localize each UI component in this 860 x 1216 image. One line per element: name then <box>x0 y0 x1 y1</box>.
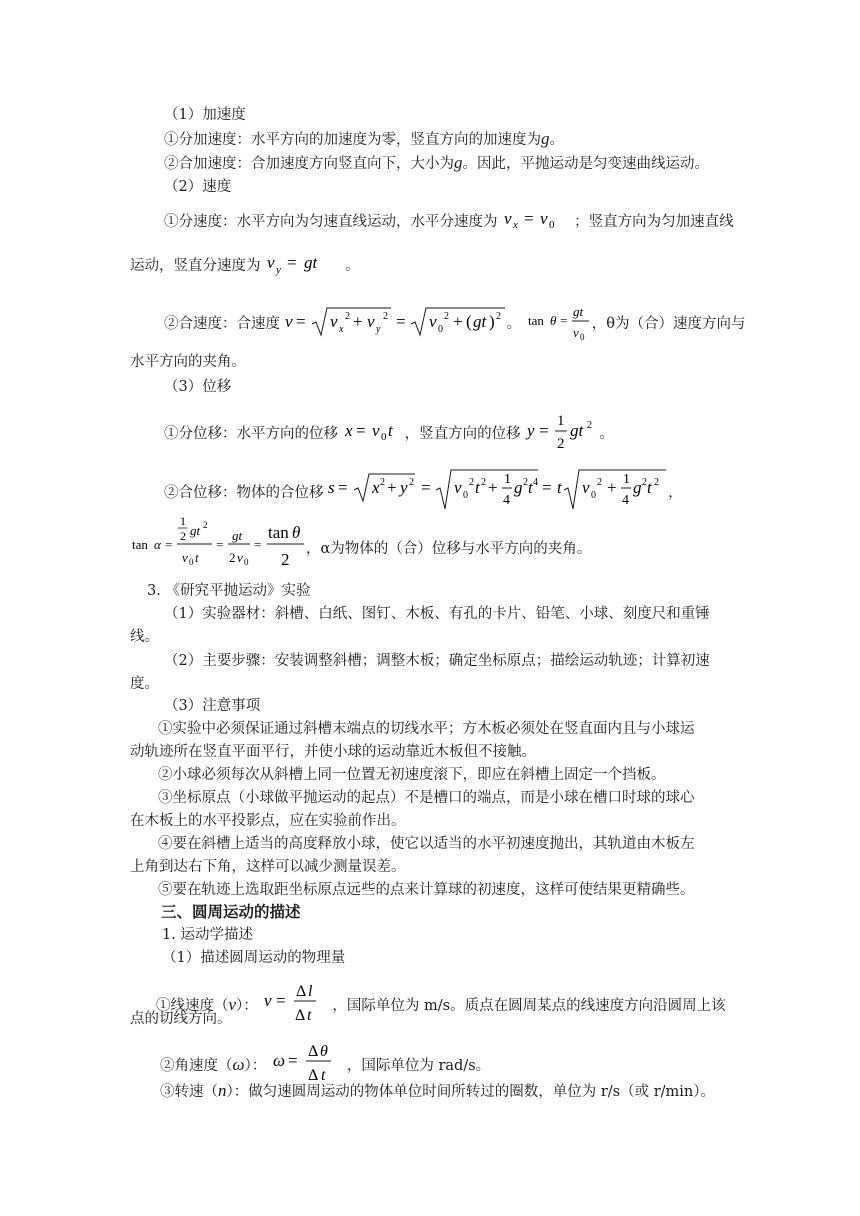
heading-quantities: （1）描述圆周运动的物理量 <box>162 950 346 966</box>
svg-text:(: ( <box>465 312 472 331</box>
para-component-acceleration: ①分加速度：水平方向的加速度为零，竖直方向的加速度为g。 <box>164 129 564 148</box>
svg-text:=: = <box>355 421 366 440</box>
svg-text:2: 2 <box>654 477 660 488</box>
svg-text:): ) <box>488 312 495 331</box>
svg-text:l: l <box>308 983 313 1000</box>
svg-text:+: + <box>452 312 463 331</box>
svg-text:tan: tan <box>527 313 544 328</box>
svg-text:0: 0 <box>244 557 249 567</box>
note-2: ②小球必须每次从斜槽上同一位置无初速度滚下，即应在斜槽上固定一个挡板。 <box>158 767 666 783</box>
svg-text:gt: gt <box>570 421 584 440</box>
svg-text:2: 2 <box>597 477 603 488</box>
svg-text:0: 0 <box>189 557 194 567</box>
note-3-cont: 在木板上的水平投影点，应在实验前作出。 <box>130 813 406 829</box>
para-steps: （2）主要步骤：安装调整斜槽；调整木板；确定坐标原点；描绘运动轨迹；计算初速 <box>164 653 710 669</box>
svg-text:v: v <box>237 550 243 565</box>
svg-text:Δ: Δ <box>307 1043 319 1060</box>
svg-text:y: y <box>400 478 408 497</box>
svg-text:2: 2 <box>495 311 501 322</box>
svg-text:v: v <box>540 209 548 228</box>
svg-text:=: = <box>421 478 431 497</box>
svg-text:=: = <box>295 312 306 331</box>
svg-text:t: t <box>195 550 199 565</box>
svg-text:t: t <box>647 478 652 497</box>
svg-text:ω: ω <box>272 1051 285 1070</box>
svg-text:1: 1 <box>557 413 565 429</box>
para-linear-velocity-cont: 点的切线方向。 <box>130 1011 232 1027</box>
note-3: ③坐标原点（小球做平抛运动的起点）不是槽口的端点，而是小球在槽口时球的球心 <box>158 790 695 806</box>
svg-text:gt: gt <box>232 528 243 543</box>
svg-text:=: = <box>254 537 262 552</box>
svg-text:0: 0 <box>380 431 387 443</box>
svg-text:0: 0 <box>591 490 597 501</box>
svg-text:y: y <box>375 324 381 335</box>
svg-text:v: v <box>267 253 275 272</box>
svg-text:2: 2 <box>587 420 593 431</box>
svg-text:θ: θ <box>292 523 301 542</box>
para-component-displacement: ①分位移：水平方向的位移 x = v 0 t ，竖直方向的位移 y = 1 2 gt 2 。 <box>164 410 614 454</box>
para-angular-velocity: ②角速度（ω）： ω = Δ θ Δ t ，国际单位为 rad/s。 <box>160 1040 490 1086</box>
formula-tan-theta <box>526 302 592 342</box>
svg-text:t: t <box>475 478 480 497</box>
svg-text:0: 0 <box>579 332 585 342</box>
svg-text:=: = <box>542 478 552 497</box>
formula-v-magnitude <box>285 305 507 339</box>
svg-text:θ: θ <box>549 313 557 328</box>
svg-text:=: = <box>287 1051 298 1070</box>
svg-text:t: t <box>528 478 533 497</box>
svg-text:=: = <box>338 478 348 497</box>
svg-text:x: x <box>513 219 518 231</box>
svg-text:=: = <box>165 537 173 552</box>
note-1-cont: 动轨迹所在竖直平面平行，并使小球的运动靠近木板但不接触。 <box>130 744 536 760</box>
para-equipment-cont: 线。 <box>130 629 159 645</box>
svg-text:1: 1 <box>504 472 512 487</box>
svg-text:t: t <box>307 1007 312 1024</box>
svg-text:+: + <box>607 478 617 497</box>
para-resultant-velocity: ②合速度：合速度 v = v x 2 + v y 2 = v 0 2 + ( gt ) 2 。 tan θ = gt v 0 ，θ为（合）速度方向与 <box>164 304 746 342</box>
svg-text:1: 1 <box>623 472 631 487</box>
svg-text:+: + <box>387 478 397 497</box>
svg-text:0: 0 <box>549 219 555 231</box>
svg-text:2: 2 <box>557 436 565 452</box>
para-equipment: （1）实验器材：斜槽、白纸、图钉、木板、有孔的卡片、铅笔、小球、刻度尺和重锤 <box>164 606 710 622</box>
note-1: ①实验中必须保证通过斜槽末端点的切线水平；方木板必须处在竖直面内且与小球运 <box>158 721 695 737</box>
svg-text:+: + <box>352 312 363 331</box>
para-linear-velocity: ①线速度（v）： v = Δ l Δ t ，国际单位为 m/s。质点在圆周某点的线速度方向沿圆周上该 <box>156 980 726 1026</box>
svg-text:v: v <box>264 991 272 1010</box>
svg-text:gt: gt <box>472 312 486 331</box>
svg-text:4: 4 <box>622 493 630 508</box>
svg-text:=: = <box>539 421 549 440</box>
svg-text:4: 4 <box>533 477 539 488</box>
svg-text:2: 2 <box>642 477 648 488</box>
svg-text:2: 2 <box>203 520 208 530</box>
svg-text:t: t <box>387 421 393 440</box>
svg-text:x: x <box>344 421 353 440</box>
section-heading-circular-motion: 三、圆周运动的描述 <box>161 903 301 921</box>
svg-text:=: = <box>524 209 534 228</box>
svg-text:gt: gt <box>190 523 201 538</box>
para-vertical-velocity: 运动，竖直分速度为 v y = gt 。 <box>130 253 360 276</box>
heading-notes: （3）注意事项 <box>164 698 261 714</box>
svg-text:=: = <box>559 313 568 328</box>
svg-text:0: 0 <box>437 324 443 335</box>
svg-text:v: v <box>582 478 590 497</box>
svg-text:2: 2 <box>523 477 529 488</box>
formula-s-magnitude <box>328 466 668 514</box>
para-tan-alpha: tan α = 1 2 gt 2 v 0 t = gt 2 v 0 = tan θ 2 ，α为物体的（合）位移与水平方向的夹角。 <box>130 513 591 575</box>
svg-text:=: = <box>216 537 224 552</box>
svg-text:+: + <box>488 478 498 497</box>
formula-vx <box>502 208 574 232</box>
heading-kinematics: 1. 运动学描述 <box>162 927 253 943</box>
para-resultant-acceleration: ②合加速度：合加速度方向竖直向下，大小为g。因此，平抛运动是匀变速曲线运动。 <box>164 153 709 172</box>
svg-text:=: = <box>276 991 286 1010</box>
svg-text:s: s <box>328 478 335 497</box>
formula-tan-alpha <box>130 513 306 575</box>
svg-text:=: = <box>287 253 297 272</box>
svg-text:2: 2 <box>481 477 487 488</box>
svg-text:v: v <box>428 312 437 331</box>
svg-text:x: x <box>338 324 344 335</box>
para-component-velocity: ①分速度：水平方向为匀速直线运动，水平分速度为 v x = v 0 ；竖直方向为匀加速直线 <box>164 209 734 231</box>
formula-angular-velocity <box>271 1040 347 1086</box>
svg-text:v: v <box>504 209 512 228</box>
svg-text:2: 2 <box>409 477 415 488</box>
heading-displacement: （3）位移 <box>164 379 232 395</box>
svg-text:Δ: Δ <box>307 1067 319 1084</box>
svg-text:=: = <box>395 312 406 331</box>
svg-text:Δ: Δ <box>295 1007 306 1024</box>
svg-text:2: 2 <box>443 311 449 322</box>
svg-text:y: y <box>527 421 535 440</box>
svg-text:2: 2 <box>469 477 475 488</box>
svg-text:y: y <box>276 264 281 276</box>
heading-acceleration: （1）加速度 <box>164 107 246 123</box>
svg-text:Δ: Δ <box>296 983 307 1000</box>
svg-text:4: 4 <box>503 493 511 508</box>
svg-text:tan: tan <box>132 537 148 552</box>
formula-x <box>343 420 405 444</box>
svg-text:g: g <box>514 478 523 497</box>
svg-text:2: 2 <box>229 550 236 565</box>
heading-velocity: （2）速度 <box>164 179 232 195</box>
svg-text:v: v <box>572 325 579 340</box>
formula-vy <box>265 251 345 277</box>
svg-text:gt: gt <box>304 253 318 272</box>
svg-text:tan: tan <box>268 523 289 542</box>
svg-text:v: v <box>284 312 293 331</box>
svg-text:v: v <box>366 312 375 331</box>
heading-experiment: 3. 《研究平抛运动》实验 <box>147 583 311 599</box>
note-4-cont: 上角到达右下角，这样可以减少测量误差。 <box>130 859 406 875</box>
svg-text:2: 2 <box>380 477 386 488</box>
svg-text:gt: gt <box>572 304 583 319</box>
note-4: ④要在斜槽上适当的高度释放小球，使它以适当的水平初速度抛出，其轨道由木板左 <box>158 836 695 852</box>
svg-text:t: t <box>320 1067 326 1084</box>
svg-text:v: v <box>182 550 188 565</box>
svg-text:2: 2 <box>382 311 388 322</box>
svg-text:2: 2 <box>344 311 350 322</box>
svg-text:0: 0 <box>463 490 469 501</box>
svg-text:g: g <box>633 478 642 497</box>
svg-text:2: 2 <box>180 529 186 543</box>
svg-text:v: v <box>329 312 338 331</box>
para-resultant-displacement: ②合位移：物体的合位移 s = x 2 + y 2 = v 0 2 t 2 + 1 4 g 2 t 4 = t v 0 2 + 1 4 g 2 t 2 ， <box>164 466 683 514</box>
svg-text:t: t <box>557 478 562 497</box>
svg-text:α: α <box>154 537 161 552</box>
note-5: ⑤要在轨迹上选取距坐标原点远些的点来计算球的初速度，这样可使结果更精确些。 <box>158 882 695 898</box>
svg-text:θ: θ <box>319 1043 328 1060</box>
svg-text:2: 2 <box>281 550 290 569</box>
svg-text:v: v <box>454 478 462 497</box>
para-angle-definition: 水平方向的夹角。 <box>130 354 246 370</box>
formula-linear-velocity <box>262 980 332 1026</box>
svg-text:v: v <box>371 421 380 440</box>
para-steps-cont: 度。 <box>130 676 159 692</box>
para-rotational-speed: ③转速（n）：做匀速圆周运动的物体单位时间所转过的圈数，单位为 r/s（或 r/min）。 <box>160 1081 716 1100</box>
formula-y <box>525 410 599 454</box>
svg-text:x: x <box>372 478 380 497</box>
svg-text:1: 1 <box>180 514 186 528</box>
